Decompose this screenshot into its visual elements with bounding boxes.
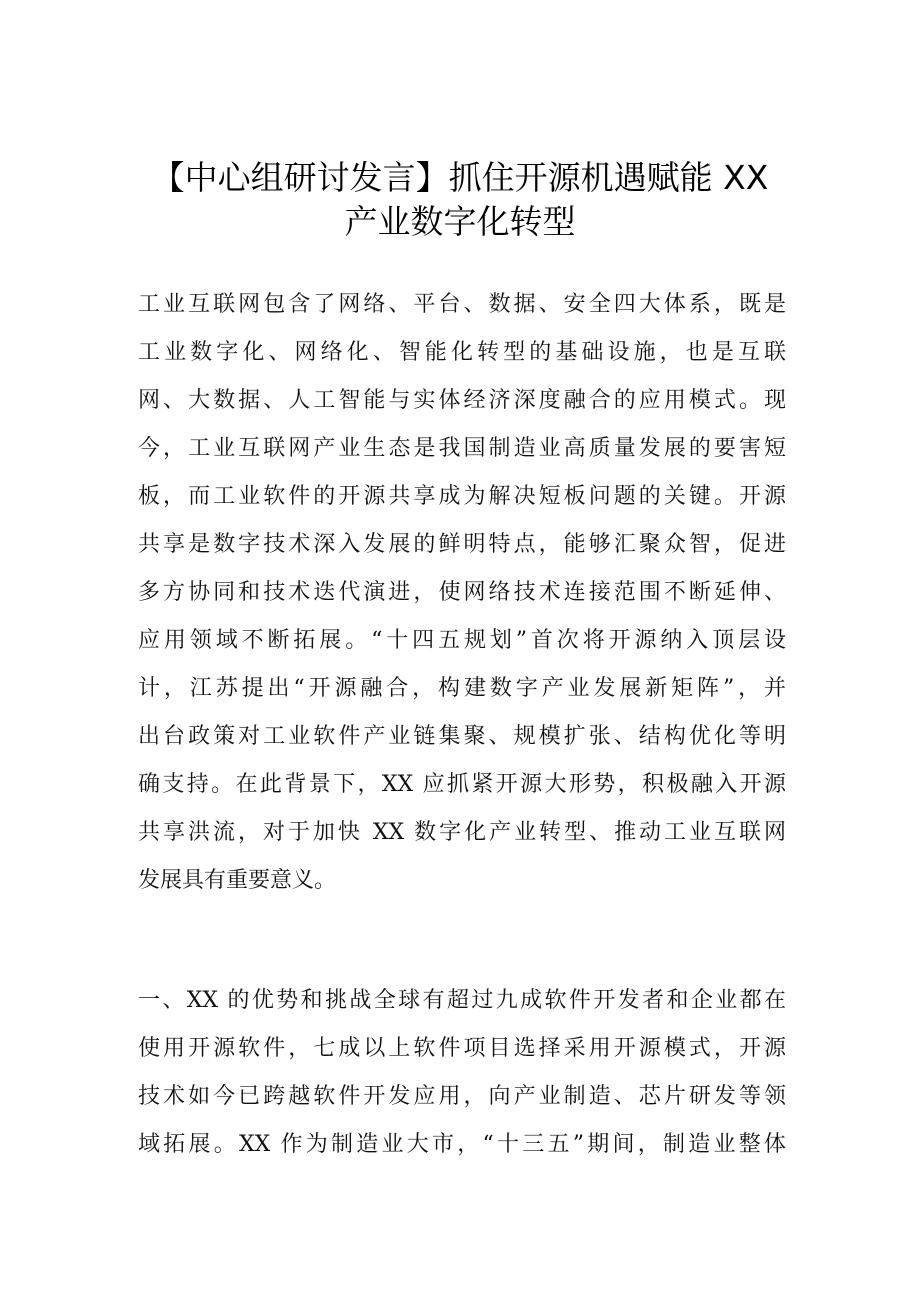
document-title-line-1: 【中心组研讨发言】抓住开源机遇赋能 XX <box>151 158 769 197</box>
paragraph-line: 共享洪流，对于加快 XX 数字化产业转型、推动工业互联网 <box>138 820 786 845</box>
document-title-line-2: 产业数字化转型 <box>344 202 576 241</box>
paragraph-line: 域拓展。XX 作为制造业大市，“十三五”期间，制造业整体 <box>138 1132 786 1157</box>
paragraph-line: 确支持。在此背景下，XX 应抓紧开源大形势，积极融入开源 <box>138 772 786 797</box>
paragraph-line: 工业互联网包含了网络、平台、数据、安全四大体系，既是 <box>138 292 786 317</box>
paragraph-line: 网、大数据、人工智能与实体经济深度融合的应用模式。现 <box>138 388 786 413</box>
paragraph-line: 多方协同和技术迭代演进，使网络技术连接范围不断延伸、 <box>138 580 786 605</box>
paragraph-line: 工业数字化、网络化、智能化转型的基础设施，也是互联 <box>138 340 786 365</box>
paragraph-line: 使用开源软件，七成以上软件项目选择采用开源模式，开源 <box>138 1036 786 1061</box>
paragraph-line: 板，而工业软件的开源共享成为解决短板问题的关键。开源 <box>138 484 786 509</box>
paragraph-line: 技术如今已跨越软件开发应用，向产业制造、芯片研发等领 <box>138 1084 786 1109</box>
paragraph-line: 发展具有重要意义。 <box>138 868 337 893</box>
paragraph-line: 出台政策对工业软件产业链集聚、规模扩张、结构优化等明 <box>138 724 786 749</box>
paragraph-line: 今，工业互联网产业生态是我国制造业高质量发展的要害短 <box>138 436 786 461</box>
paragraph-line: 一、XX 的优势和挑战全球有超过九成软件开发者和企业都在 <box>138 988 786 1013</box>
paragraph-line: 共享是数字技术深入发展的鲜明特点，能够汇聚众智，促进 <box>138 532 786 557</box>
paragraph-line: 应用领域不断拓展。“十四五规划”首次将开源纳入顶层设 <box>138 628 786 653</box>
paragraph-line: 计，江苏提出“开源融合，构建数字产业发展新矩阵”，并 <box>138 676 786 701</box>
